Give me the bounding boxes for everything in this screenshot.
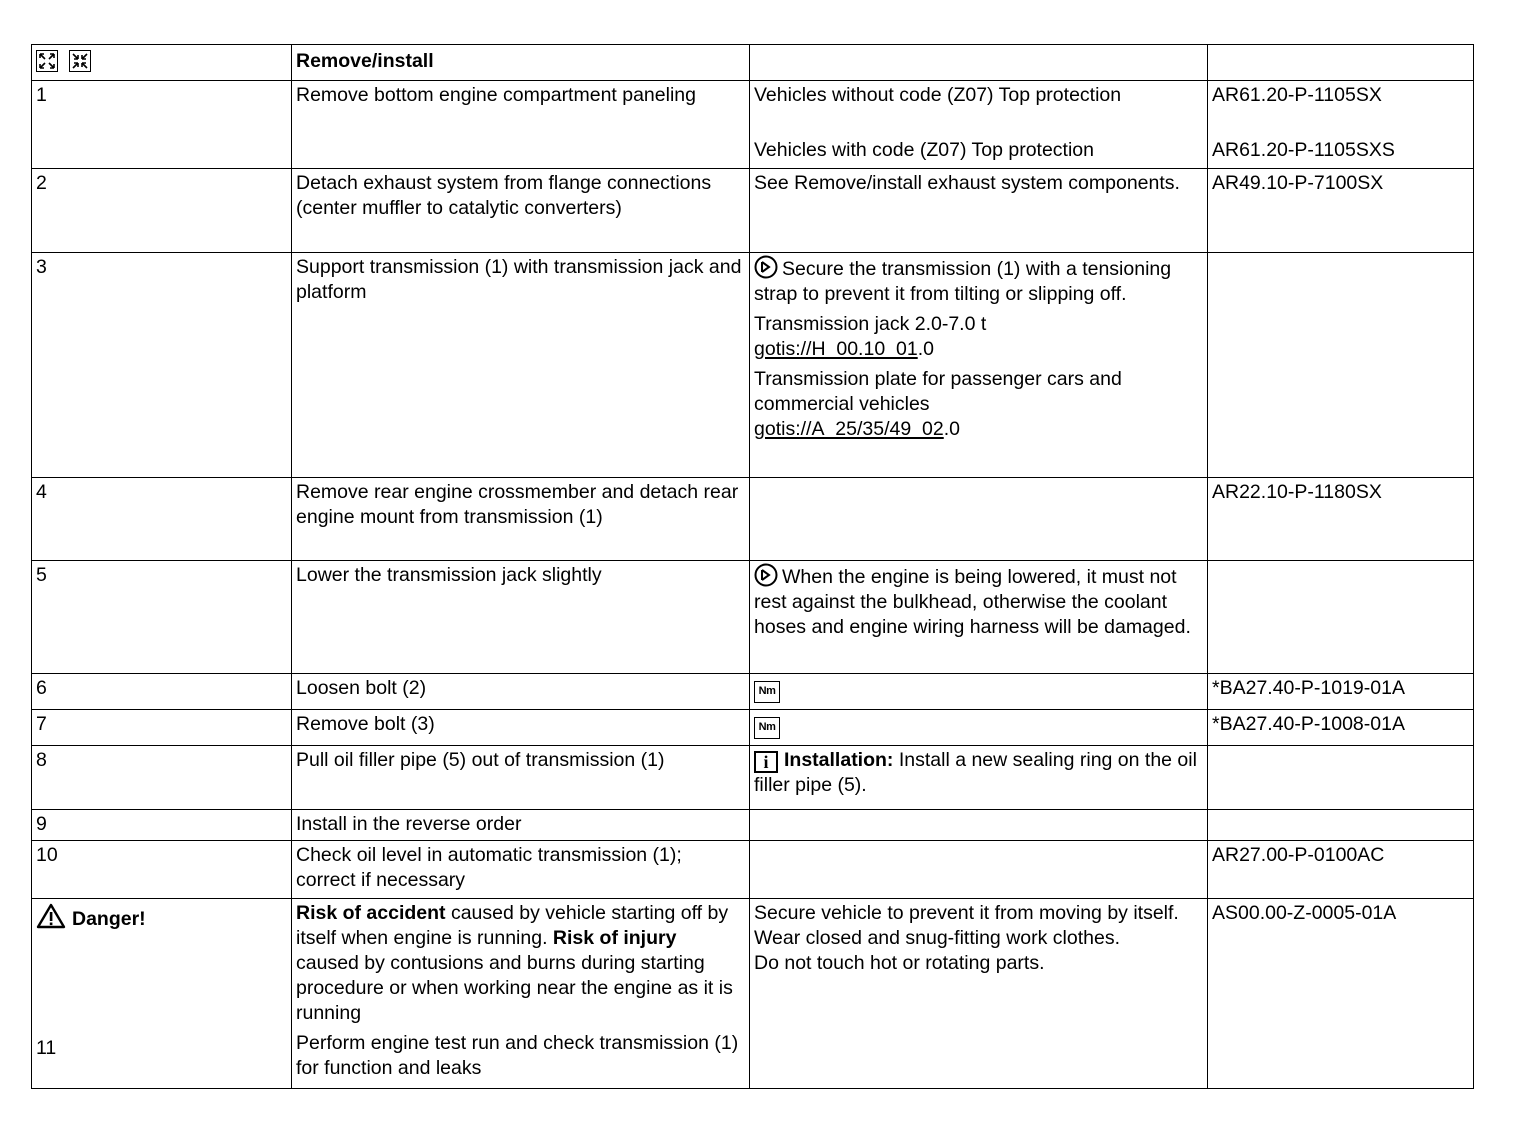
step-action: Check oil level in automatic transmission (1); correct if necessary — [292, 841, 750, 899]
reference-link[interactable]: AR27.00-P-0100AC — [1208, 841, 1474, 899]
step-action: Remove bolt (3) — [292, 710, 750, 746]
reference-link[interactable]: AR61.20-P-1105SX — [1212, 84, 1382, 106]
installation-label: Installation: — [784, 749, 894, 771]
table-row — [32, 810, 1474, 841]
step-action: Remove rear engine crossmember and detach rear engine mount from transmission (1) — [292, 478, 750, 561]
tool-link-suffix: .0 — [917, 338, 934, 360]
step-reference — [1208, 253, 1474, 478]
tool-link[interactable]: gotis://H_00.10_01 — [754, 338, 918, 360]
table-row — [32, 253, 1474, 478]
step-reference — [1208, 561, 1474, 674]
info-icon: i — [754, 751, 778, 773]
danger-label-line — [36, 903, 286, 932]
step-action: Loosen bolt (2) — [292, 674, 750, 710]
reference-link[interactable]: AR61.20-P-1105SXS — [1212, 139, 1395, 161]
reference-link[interactable]: AS00.00-Z-0005-01A — [1208, 899, 1474, 1089]
table-header-row — [32, 45, 1474, 81]
header-empty-cell — [750, 45, 1208, 81]
note-without-z07: Vehicles without code (Z07) Top protection — [754, 84, 1122, 106]
step-number: 9 — [32, 810, 292, 841]
note-body: When the engine is being lowered, it must not rest against the bulkhead, otherwise the coolant hoses and engine wiring harness will be damaged. — [754, 566, 1191, 638]
step-number: 8 — [32, 746, 292, 810]
header-icons-cell — [32, 45, 292, 81]
danger-text — [296, 901, 744, 1026]
risk-accident-label: Risk of accident — [296, 902, 446, 924]
step-number: 10 — [32, 841, 292, 899]
step-action: Support transmission (1) with transmission jack and platform — [292, 253, 750, 478]
table-row — [32, 561, 1474, 674]
step-note — [750, 478, 1208, 561]
step-number: 6 — [32, 674, 292, 710]
expand-icon[interactable] — [36, 50, 58, 72]
header-title: Remove/install — [292, 45, 750, 81]
step-action-text: Perform engine test run and check transmission (1) for function and leaks — [296, 1032, 739, 1079]
torque-icon[interactable]: Nm — [754, 681, 780, 703]
tool-link[interactable]: gotis://A_25/35/49_02 — [754, 418, 944, 440]
risk-injury-label: Risk of injury — [552, 927, 677, 949]
step-note — [750, 841, 1208, 899]
collapse-icon[interactable] — [69, 50, 91, 72]
step-note — [750, 710, 1208, 746]
step-note: See Remove/install exhaust system components. — [750, 169, 1208, 253]
step-number: 2 — [32, 169, 292, 253]
table-row — [32, 478, 1474, 561]
table-row — [32, 841, 1474, 899]
tool-name: Transmission plate for passenger cars and commercial vehicles — [754, 368, 1122, 415]
table-row — [32, 81, 1474, 169]
reference-link[interactable]: AR22.10-P-1180SX — [1208, 478, 1474, 561]
step-action: Lower the transmission jack slightly — [292, 561, 750, 674]
note-hand-icon — [754, 563, 778, 587]
procedure-table — [31, 44, 1474, 1089]
safety-note: Secure vehicle to prevent it from moving by itself. — [754, 902, 1179, 924]
safety-note: Do not touch hot or rotating parts. — [754, 952, 1045, 974]
step-note — [750, 561, 1208, 674]
step-number: 1 — [32, 81, 292, 169]
table-row — [32, 169, 1474, 253]
risk-accident-text: caused by vehicle starting off by itself when engine is running. — [296, 902, 729, 949]
note-body: Install a new sealing ring on the oil filler pipe (5). — [754, 749, 1197, 796]
note-with-z07: Vehicles with code (Z07) Top protection — [754, 139, 1094, 161]
step-reference — [1208, 746, 1474, 810]
step-note — [750, 253, 1208, 478]
step-number: 3 — [32, 253, 292, 478]
torque-icon[interactable]: Nm — [754, 717, 780, 739]
table-row — [32, 899, 1474, 1089]
step-action: Detach exhaust system from flange connections (center muffler to catalytic converters) — [292, 169, 750, 253]
step-number: 4 — [32, 478, 292, 561]
note-body: Secure the transmission (1) with a tensioning strap to prevent it from tilting or slipping off. — [754, 258, 1172, 305]
note-hand-icon — [754, 255, 778, 279]
step-reference — [1208, 81, 1474, 169]
step-action: Pull oil filler pipe (5) out of transmission (1) — [292, 746, 750, 810]
step-note — [750, 810, 1208, 841]
step-reference — [1208, 810, 1474, 841]
step-number: 11 — [36, 1037, 57, 1059]
reference-link[interactable]: *BA27.40-P-1019-01A — [1208, 674, 1474, 710]
note-text — [754, 255, 1202, 307]
danger-label: Danger! — [72, 908, 146, 930]
safety-note: Wear closed and snug-fitting work clothes. — [754, 927, 1120, 949]
reference-link[interactable]: AR49.10-P-7100SX — [1208, 169, 1474, 253]
step-note — [750, 899, 1208, 1089]
reference-link[interactable]: *BA27.40-P-1008-01A — [1208, 710, 1474, 746]
warning-triangle-icon — [36, 903, 66, 929]
step-action: Remove bottom engine compartment paneling — [292, 81, 750, 169]
danger-cell — [32, 899, 292, 1089]
table-row — [32, 674, 1474, 710]
step-number: 5 — [32, 561, 292, 674]
step-action: Install in the reverse order — [292, 810, 750, 841]
step-note — [750, 746, 1208, 810]
step-action — [292, 899, 750, 1089]
step-note — [750, 81, 1208, 169]
tool-link-suffix: .0 — [943, 418, 961, 440]
step-number: 7 — [32, 710, 292, 746]
tool-name: Transmission jack 2.0-7.0 t — [754, 313, 987, 335]
header-empty-cell — [1208, 45, 1474, 81]
table-row — [32, 710, 1474, 746]
step-note — [750, 674, 1208, 710]
table-row — [32, 746, 1474, 810]
risk-injury-text: caused by contusions and burns during starting procedure or when working near the engine as it is running — [296, 952, 733, 1024]
